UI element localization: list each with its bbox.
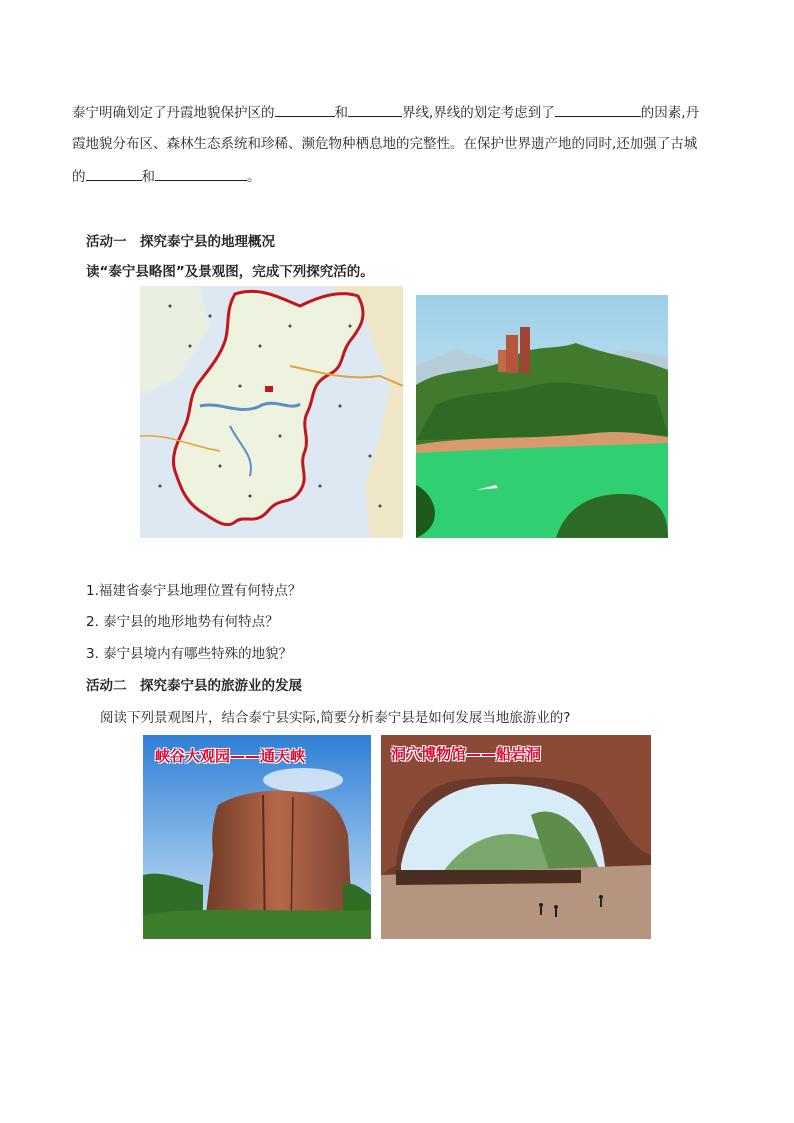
tongtian-gorge-photo [143, 735, 371, 939]
landscape-photo [416, 295, 668, 538]
activity2-title: 活动二 探究泰宁县的旅游业的发展 [86, 678, 302, 694]
intro-text: 。 [247, 169, 261, 185]
photo1-caption: 峡谷大观园——通天峡 [155, 747, 306, 765]
intro-text: 和 [334, 105, 348, 121]
intro-line-2 [72, 134, 697, 154]
intro-text: 的 [72, 169, 86, 185]
intro-line-1 [72, 102, 699, 123]
activity1-title: 活动一 探究泰宁县的地理概况 [86, 234, 275, 250]
intro-line-3 [72, 166, 261, 187]
intro-text: 泰宁明确划定了丹霞地貌保护区的 [72, 105, 275, 121]
answer-blank[interactable] [555, 102, 641, 117]
answer-blank[interactable] [155, 166, 247, 181]
landscape-graphic [416, 295, 668, 538]
taining-county-map [140, 286, 403, 538]
question-1: 1.福建省泰宁县地理位置有何特点？ [86, 583, 302, 599]
intro-text: 的因素,丹 [640, 105, 700, 121]
map-graphic [140, 286, 403, 538]
activity2-instruction: 阅读下列景观图片，结合泰宁县实际,简要分析泰宁县是如何发展当地旅游业的? [100, 710, 571, 726]
cave-graphic [381, 735, 651, 939]
chuanyan-cave-photo [381, 735, 651, 939]
photo2-caption: 洞穴博物馆——船岩洞 [391, 745, 542, 763]
question-2: 2. 泰宁县的地形地势有何特点？ [86, 614, 279, 630]
answer-blank[interactable] [348, 102, 402, 117]
intro-text: 和 [141, 169, 155, 185]
question-3: 3. 泰宁县境内有哪些特殊的地貌？ [86, 646, 293, 662]
intro-text: 霞地貌分布区、森林生态系统和珍稀、濒危物种栖息地的完整性。在保护世界遗产地的同时,还加强了古城 [72, 136, 698, 152]
activity1-instruction: 读“泰宁县略图”及景观图，完成下列探究活的。 [86, 264, 374, 280]
answer-blank[interactable] [86, 166, 142, 181]
intro-text: 界线,界线的划定考虑到了 [402, 105, 555, 121]
answer-blank[interactable] [275, 102, 335, 117]
